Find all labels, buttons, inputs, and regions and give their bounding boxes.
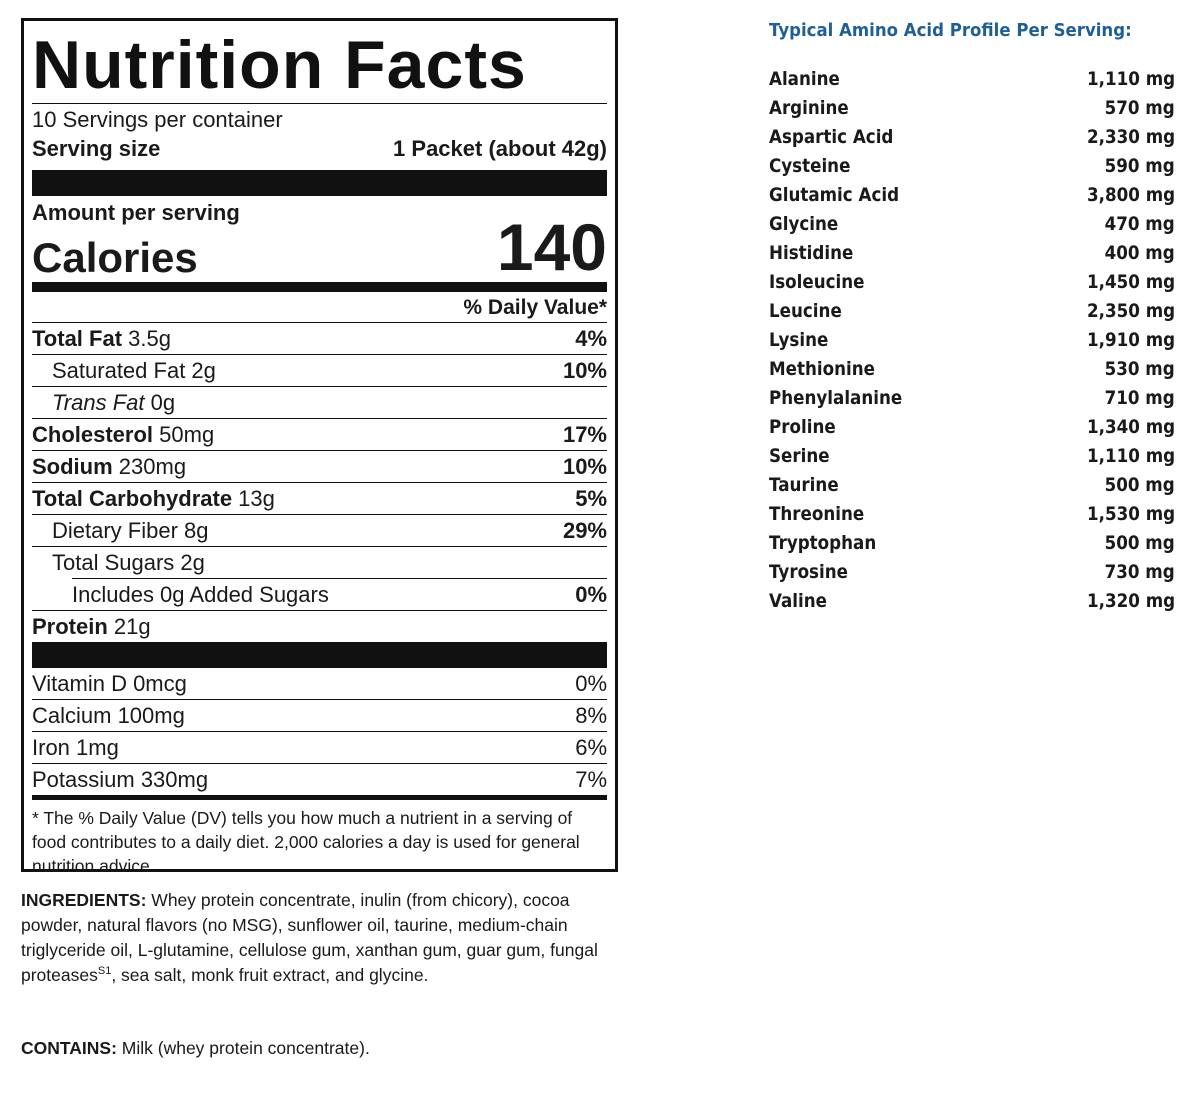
- amino-acid-amount: 1,450 mg: [1086, 271, 1175, 293]
- nutrient-amount: 13g: [232, 485, 275, 511]
- nutrition-facts-title: Nutrition Facts: [32, 27, 527, 103]
- amount-per-serving: Amount per serving: [32, 200, 240, 225]
- amino-acid-name: Isoleucine: [769, 271, 865, 293]
- amino-acid-row: [769, 443, 1175, 472]
- amino-acid-row: [769, 124, 1175, 153]
- amino-acid-name: Alanine: [769, 68, 840, 90]
- thick-divider: [32, 642, 607, 668]
- amino-acid-row: [769, 269, 1175, 298]
- amino-acid-name: Proline: [769, 416, 836, 438]
- amino-acid-name: Serine: [769, 445, 830, 467]
- amino-acid-name: Leucine: [769, 300, 842, 322]
- amino-acid-row: [769, 298, 1175, 327]
- nutrient-row-trans-fat: [32, 386, 607, 418]
- amino-acid-row: [769, 588, 1175, 617]
- amino-acid-name: Aspartic Acid: [769, 126, 894, 148]
- vitamin-dv: 8%: [575, 702, 607, 728]
- amino-acid-amount: 1,910 mg: [1086, 329, 1175, 351]
- amino-acid-row: [769, 559, 1175, 588]
- nutrient-row-added-sugars: [72, 578, 607, 610]
- amino-acid-row: [769, 385, 1175, 414]
- nutrient-dv: 5%: [575, 485, 607, 511]
- nutrient-name: Total Carbohydrate: [32, 485, 233, 511]
- amino-acid-name: Valine: [769, 590, 828, 612]
- nutrient-row-total-fat: [32, 322, 607, 354]
- amino-acid-amount: 710 mg: [1104, 387, 1175, 409]
- nutrient-name: Total Sugars 2g: [52, 549, 205, 575]
- amino-acid-amount: 1,530 mg: [1086, 503, 1175, 525]
- nutrient-amount: 3.5g: [122, 325, 171, 351]
- nutrient-dv: 29%: [562, 517, 607, 543]
- amino-acid-row: [769, 153, 1175, 182]
- ingredients-superscript: S1: [97, 965, 112, 978]
- nutrient-name: Trans Fat: [52, 389, 145, 415]
- contains-block: [21, 1036, 601, 1061]
- amino-acid-name: Cysteine: [769, 155, 851, 177]
- amino-acid-amount: 500 mg: [1104, 532, 1175, 554]
- nutrient-name: Total Fat: [32, 325, 123, 351]
- nutrient-dv: 10%: [562, 453, 607, 479]
- nutrient-row-dietary-fiber: [32, 514, 607, 546]
- amino-acid-amount: 400 mg: [1104, 242, 1175, 264]
- amino-acid-row: [769, 211, 1175, 240]
- amino-acid-row: [769, 327, 1175, 356]
- amino-acid-amount: 590 mg: [1104, 155, 1175, 177]
- nutrient-dv: 0%: [575, 581, 607, 607]
- nutrient-amount: 21g: [107, 613, 151, 639]
- nutrient-row-protein: [32, 610, 607, 642]
- amino-acid-name: Tyrosine: [769, 561, 848, 583]
- serving-size-value: 1 Packet (about 42g): [393, 136, 607, 161]
- nutrient-name: Sodium: [32, 453, 113, 479]
- amino-acid-amount: 3,800 mg: [1086, 184, 1175, 206]
- nutrient-name: Cholesterol: [32, 421, 154, 447]
- nutrient-amount: 50mg: [153, 421, 215, 447]
- amino-acid-name: Glutamic Acid: [769, 184, 900, 206]
- vitamin-dv: 7%: [575, 766, 607, 792]
- amino-acid-amount: 2,330 mg: [1086, 126, 1175, 148]
- amino-acid-row: [769, 472, 1175, 501]
- nutrient-amount: 230mg: [112, 453, 187, 479]
- amino-acid-amount: 2,350 mg: [1086, 300, 1175, 322]
- serving-size-label: Serving size: [32, 136, 161, 161]
- amino-acid-row: [769, 530, 1175, 559]
- amino-acid-amount: 730 mg: [1104, 561, 1175, 583]
- calories-label: Calories: [32, 234, 198, 281]
- calories-value: 140: [496, 210, 607, 284]
- vitamin-row-potassium: [32, 763, 607, 795]
- amino-acid-amount: 500 mg: [1104, 474, 1175, 496]
- amino-acid-amount: 1,340 mg: [1086, 416, 1175, 438]
- nutrient-name: Includes 0g Added Sugars: [72, 581, 329, 607]
- amino-acid-name: Glycine: [769, 213, 839, 235]
- serving-size-row: [32, 134, 607, 164]
- vitamin-dv: 6%: [575, 734, 607, 760]
- ingredients-label: INGREDIENTS:: [21, 890, 147, 910]
- amino-acid-name: Threonine: [769, 503, 865, 525]
- vitamin-row-calcium: [32, 699, 607, 731]
- vitamin-name: Calcium 100mg: [32, 702, 185, 728]
- amino-acid-name: Lysine: [769, 329, 829, 351]
- amino-acid-name: Arginine: [769, 97, 849, 119]
- amino-acid-row: [769, 501, 1175, 530]
- daily-value-footnote: * The % Daily Value (DV) tells you how much a nutrient in a serving of food contributes to a daily diet. 2,000 calories a day is used for general nutrition advice.: [32, 808, 580, 876]
- amino-acid-amount: 530 mg: [1104, 358, 1175, 380]
- amino-acid-amount: 1,110 mg: [1086, 445, 1175, 467]
- nutrient-amount: 0g: [144, 389, 176, 415]
- nutrient-row-total-carbohydrate: [32, 482, 607, 514]
- nutrient-row-saturated-fat: [32, 354, 607, 386]
- vitamin-row-iron: [32, 731, 607, 763]
- nutrient-name: Dietary Fiber 8g: [52, 517, 209, 543]
- nutrient-row-total-sugars: [32, 546, 607, 578]
- amino-acid-row: [769, 240, 1175, 269]
- vitamin-dv: 0%: [575, 670, 607, 696]
- vitamin-row-vitamin-d: [32, 668, 607, 699]
- amino-acid-amount: 470 mg: [1104, 213, 1175, 235]
- servings-per-container: 10 Servings per container: [32, 107, 283, 132]
- amino-acid-name: Tryptophan: [769, 532, 877, 554]
- amino-acid-amount: 1,320 mg: [1086, 590, 1175, 612]
- nutrient-dv: 10%: [562, 357, 607, 383]
- amino-acid-name: Histidine: [769, 242, 854, 264]
- amino-acid-amount: 570 mg: [1104, 97, 1175, 119]
- nutrient-row-cholesterol: [32, 418, 607, 450]
- amino-acid-name: Methionine: [769, 358, 875, 380]
- amino-acid-row: [769, 95, 1175, 124]
- nutrient-row-sodium: [32, 450, 607, 482]
- vitamin-name: Potassium 330mg: [32, 766, 209, 792]
- ingredients-block: [21, 888, 601, 988]
- amino-acid-name: Taurine: [769, 474, 839, 496]
- nutrition-facts-panel: [21, 18, 618, 876]
- contains-text: Milk (whey protein concentrate).: [116, 1038, 370, 1058]
- nutrient-dv: 17%: [562, 421, 607, 447]
- thick-divider: [32, 170, 607, 196]
- divider: [32, 103, 607, 104]
- amino-profile-title: Typical Amino Acid Profile Per Serving:: [769, 20, 1132, 41]
- amino-acid-row: [769, 414, 1175, 443]
- vitamin-name: Iron 1mg: [32, 734, 119, 760]
- nutrient-dv: 4%: [575, 325, 607, 351]
- ingredients-text-end: , sea salt, monk fruit extract, and glycine.: [111, 965, 429, 985]
- amino-acid-name: Phenylalanine: [769, 387, 903, 409]
- nutrient-name: Protein: [32, 613, 108, 639]
- amino-profile-list: [769, 66, 1175, 617]
- amino-acid-row: [769, 66, 1175, 95]
- vitamin-name: Vitamin D 0mcg: [32, 670, 187, 696]
- nutrient-name: Saturated Fat 2g: [52, 357, 216, 383]
- amino-acid-amount: 1,110 mg: [1086, 68, 1175, 90]
- ingredients-text: Whey protein concentrate, inulin (from chicory), cocoa powder, natural flavors (no MSG), sunflower oil, taurine, medium-chain triglyceride oil, L-glutamine, cellulose gum, xanthan gum, guar gum, fungal proteases: [21, 890, 598, 985]
- contains-label: CONTAINS:: [21, 1038, 117, 1058]
- amino-acid-row: [769, 182, 1175, 211]
- amino-acid-row: [769, 356, 1175, 385]
- daily-value-header: % Daily Value*: [463, 296, 607, 319]
